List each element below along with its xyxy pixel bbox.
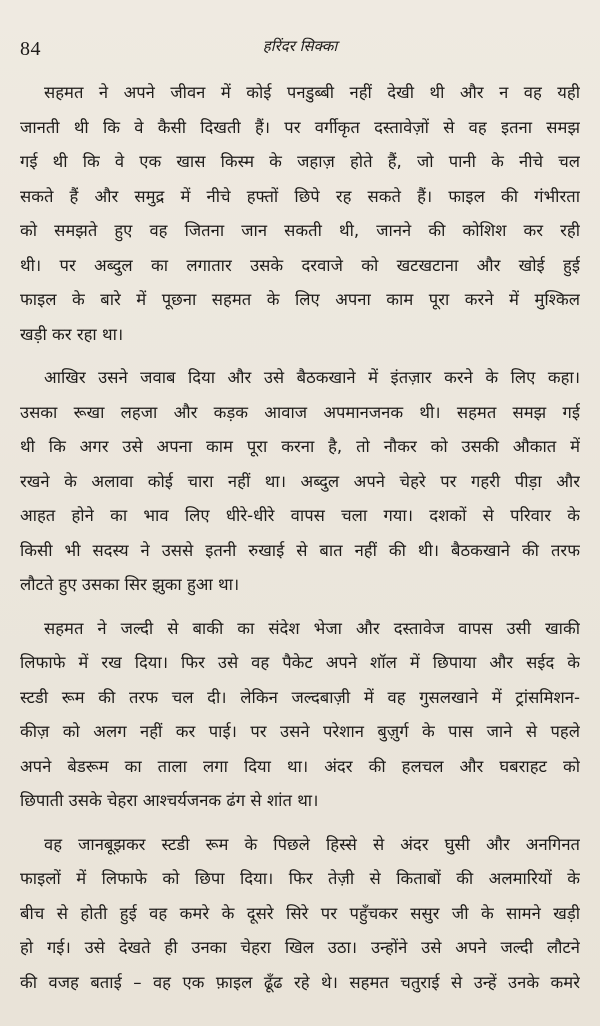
text-line: सहमत ने जल्दी से बाकी का संदेश भेजा और दस्तावेज वापस उसी खाकी: [44, 618, 580, 638]
page-number: 84: [20, 38, 41, 60]
text-line: लौटते हुए उसका सिर झुका हुआ था।: [20, 575, 240, 594]
paragraph-gap: [20, 352, 580, 361]
text-line: छिपाती उसके चेहरा आश्चर्यजनक ढंग से शांत था।: [20, 791, 319, 810]
text-line: रखने के अलावा कोई चारा नहीं था। अब्दुल अपने चेहरे पर गहरी पीड़ा और: [20, 471, 580, 491]
body-text: [20, 76, 580, 1000]
text-line: गई थी कि वे एक खास किस्म के जहाज़ होते हैं, जो पानी के नीचे चल: [20, 152, 580, 171]
text-line: उसका रूखा लहजा और कड़क आवाज अपमानजनक थी। सहमत समझ गई: [20, 402, 580, 422]
paragraph: [20, 828, 580, 1001]
text-line: फाइलों में लिफाफे को छिपा दिया। फिर तेज़ी से किताबों की अलमारियों के: [20, 869, 580, 888]
text-line: बीच से होती हुई वह कमरे के दूसरे सिरे पर पहुँचकर ससुर जी के सामने खड़ी: [20, 903, 580, 923]
text-line: सकते हैं और समुद्र में नीचे हफ्तों छिपे रह सकते हैं। फाइल की गंभीरता: [20, 186, 580, 206]
text-line: की वजह बताई – वह एक फ़ाइल ढूँढ रहे थे। सहमत चतुराई से उन्हें उनके कमरे: [20, 972, 580, 992]
paragraph-gap: [20, 819, 580, 828]
running-title: हरिंदर सिक्का: [262, 37, 338, 55]
paragraph: [20, 76, 580, 352]
text-line: वह जानबूझकर स्टडी रूम के पिछले हिस्से से अंदर घुसी और अनगिनत: [44, 834, 580, 854]
paragraph: [20, 612, 580, 819]
text-line: थी कि अगर उसे अपना काम पूरा करना है, तो नौकर को उसकी औकात में: [20, 437, 580, 456]
text-line: आखिर उसने जवाब दिया और उसे बैठकखाने में इंतज़ार करने के लिए कहा।: [44, 368, 580, 387]
text-line: खड़ी कर रहा था।: [20, 324, 124, 344]
paragraph-gap: [20, 603, 580, 612]
text-line: सहमत ने अपने जीवन में कोई पनडुब्बी नहीं देखी थी और न वह यही: [44, 83, 580, 102]
page-header: [0, 34, 600, 64]
paragraph: [20, 361, 580, 603]
text-line: लिफाफे में रख दिया। फिर उसे वह पैकेट अपने शॉल में छिपाया और सईद के: [20, 653, 580, 672]
text-line: थी। पर अब्दुल का लगातार उसके दरवाजे को खटखटाना और खोई हुई: [20, 255, 580, 275]
text-line: जानती थी कि वे कैसी दिखती हैं। पर वर्गीकृत दस्तावेज़ों से वह इतना समझ: [20, 117, 580, 137]
text-line: स्टडी रूम की तरफ चल दी। लेकिन जल्दबाज़ी में वह गुसलखाने में ट्रांसमिशन-: [20, 687, 580, 707]
text-line: अपने बेडरूम का ताला लगा दिया था। अंदर की हलचल और घबराहट को: [20, 756, 580, 776]
text-line: आहत होने का भाव लिए धीरे-धीरे वापस चला गया। दशकों से परिवार के: [20, 506, 580, 525]
text-line: को समझते हुए वह जितना जान सकती थी, जानने की कोशिश कर रही: [20, 221, 580, 240]
text-line: किसी भी सदस्य ने उससे इतनी रुखाई से बात नहीं की थी। बैठकखाने की तरफ: [20, 540, 580, 560]
text-line: फाइल के बारे में पूछना सहमत के लिए अपना काम पूरा करने में मुश्किल: [20, 290, 580, 309]
text-line: कीज़ को अलग नहीं कर पाई। पर उसने परेशान बुज़ुर्ग के पास जाने से पहले: [20, 722, 580, 741]
text-line: हो गई। उसे देखते ही उनका चेहरा खिल उठा। उन्होंने उसे अपने जल्दी लौटने: [20, 938, 580, 957]
